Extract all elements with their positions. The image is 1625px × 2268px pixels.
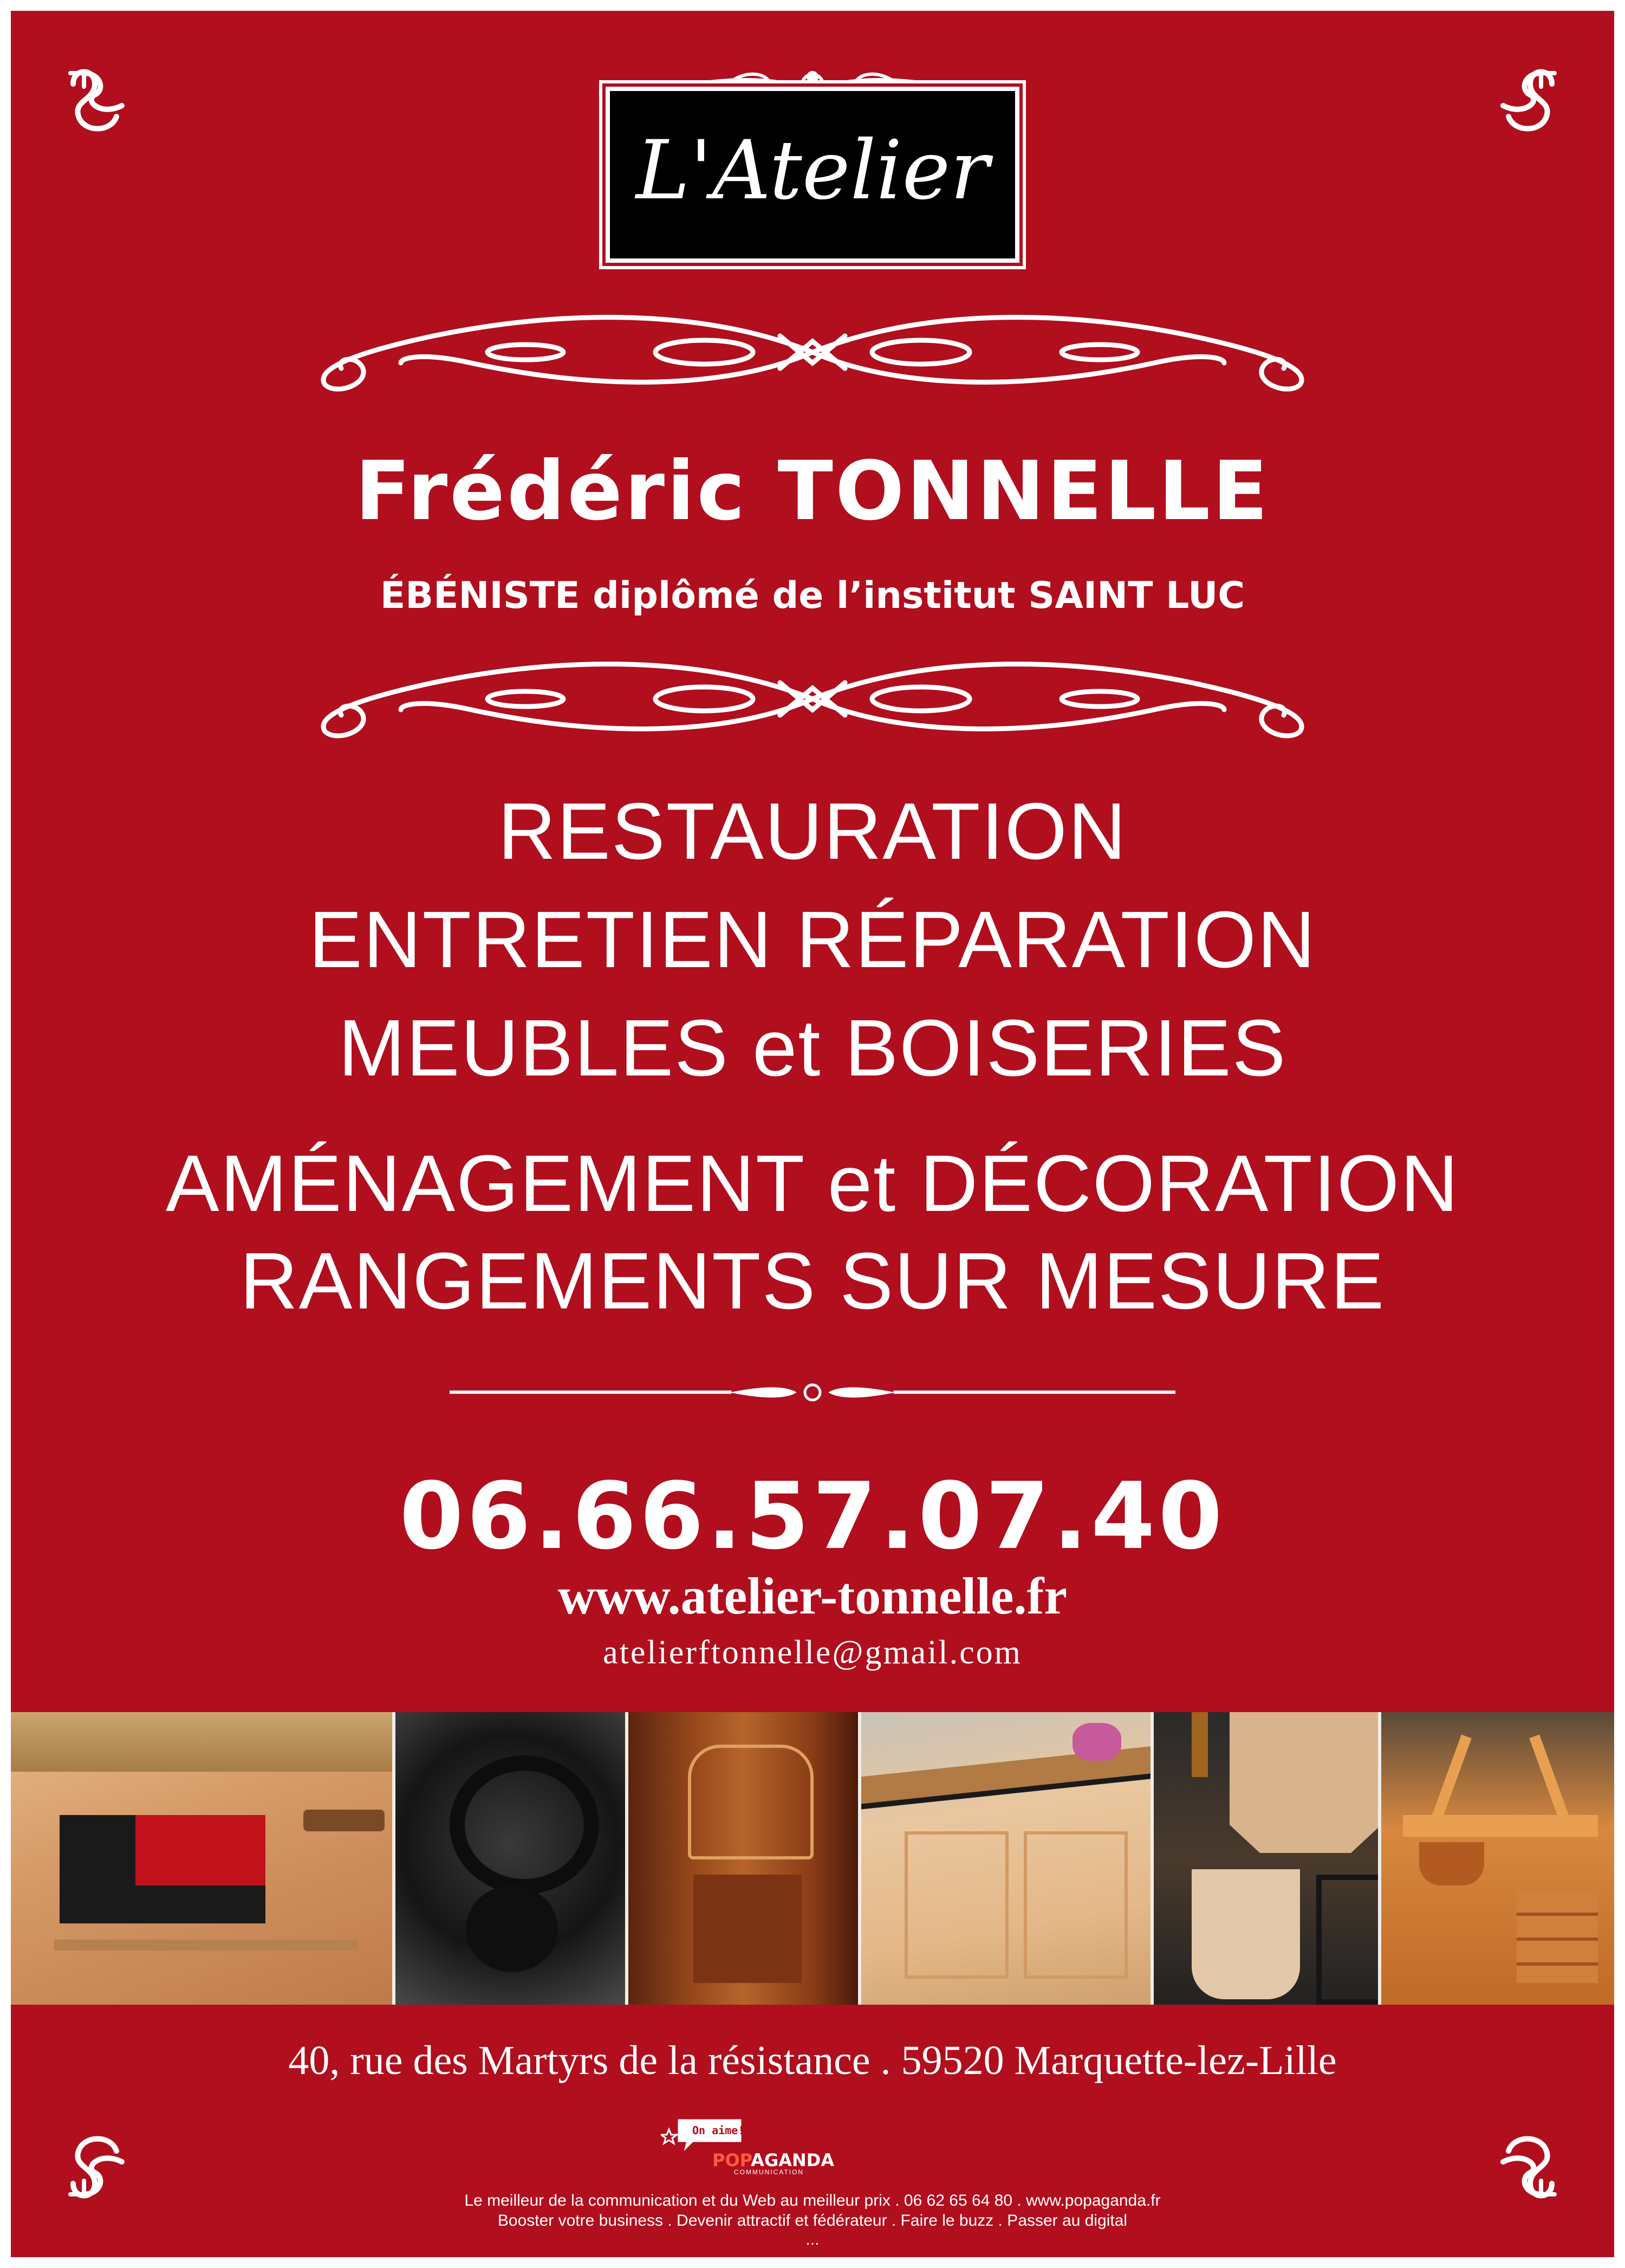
poster — [11, 11, 1614, 2257]
craftsman-title: ÉBÉNISTE diplômé de l’institut SAINT LUC — [380, 574, 1245, 617]
decorative-flourish-icon — [292, 303, 1332, 401]
address: 40, rue des Martyrs de la résistance . 59520 Marquette-lez-Lille — [288, 2038, 1337, 2083]
corner-ornament-icon — [1481, 62, 1563, 144]
service-line: ENTRETIEN RÉPARATION — [308, 895, 1316, 984]
decorative-flourish-icon — [292, 650, 1332, 748]
service-line: RANGEMENTS SUR MESURE — [239, 1236, 1386, 1326]
photo-strip — [11, 1712, 1614, 2005]
brand-pop: POP — [712, 2150, 751, 2170]
popaganda-logo — [661, 2113, 845, 2178]
photo-sideboard — [861, 1712, 1154, 2005]
craftsman-name: Frédéric TONNELLE — [355, 444, 1270, 539]
corner-ornament-icon — [62, 62, 144, 144]
website-link[interactable]: www.atelier-tonnelle.fr — [557, 1567, 1068, 1625]
footer-line-1: Le meilleur de la communication et du Web au meilleur prix . 06 62 65 64 80 . www.popaganda.fr — [464, 2192, 1161, 2209]
service-line: MEUBLES et BOISERIES — [338, 1003, 1287, 1093]
email-link[interactable]: atelierftonnelle@gmail.com — [603, 1634, 1022, 1671]
divider-ornament-icon — [450, 1382, 1175, 1403]
footer-line-2: Booster votre business . Devenir attractif et fédérateur . Faire le buzz . Passer au digital — [497, 2212, 1128, 2230]
brand-rest: AGANDA — [751, 2150, 835, 2170]
logo-text: L'Atelier — [635, 124, 989, 218]
footer-line-3: ... — [805, 2231, 820, 2248]
brand-sub: COMMUNICATION — [734, 2168, 804, 2176]
badge-text: On aime! — [692, 2124, 745, 2137]
logo-badge — [606, 87, 1019, 263]
photo-carved-wood — [395, 1712, 628, 2005]
photo-tools — [1154, 1712, 1381, 2005]
service-line: RESTAURATION — [498, 787, 1127, 876]
photo-coffee-table — [11, 1712, 395, 2005]
photo-cabinet — [628, 1712, 861, 2005]
phone-number[interactable]: 06.66.57.07.40 — [399, 1463, 1226, 1570]
popaganda-brand — [712, 2150, 834, 2170]
photo-desk — [1381, 1712, 1614, 2005]
service-line: AMÉNAGEMENT et DÉCORATION — [165, 1139, 1460, 1228]
